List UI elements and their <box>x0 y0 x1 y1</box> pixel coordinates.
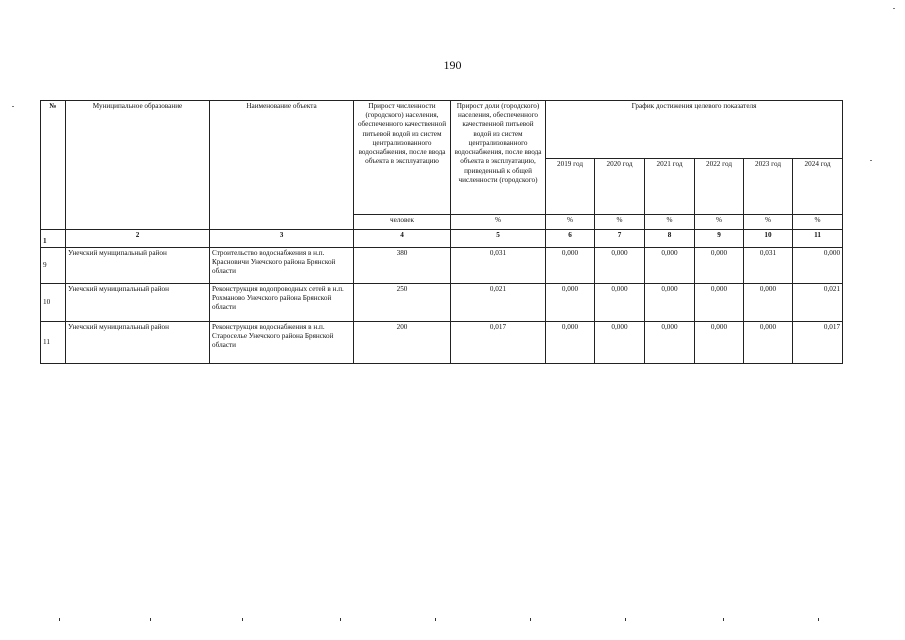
value-2019-cell: 0,000 <box>546 322 595 364</box>
value-2024-cell: 0,017 <box>793 322 843 364</box>
value-2020-cell: 0,000 <box>595 284 645 322</box>
table-row <box>41 322 843 364</box>
value-2022-cell: 0,000 <box>695 322 744 364</box>
people-cell: 380 <box>354 248 451 284</box>
column-numbers-row <box>41 230 843 248</box>
year-2023-header: 2023 год <box>744 159 793 215</box>
scan-mark <box>150 618 151 621</box>
share-cell: 0,021 <box>451 284 546 322</box>
object-cell: Реконструкция водоснабжения в н.п. Староселье Унечского района Брянской области <box>210 322 354 364</box>
column-number: 7 <box>595 230 645 248</box>
people-cell: 200 <box>354 322 451 364</box>
header-row-1 <box>41 101 843 159</box>
value-2023-cell: 0,000 <box>744 284 793 322</box>
column-number: 9 <box>695 230 744 248</box>
year-2020-header: 2020 год <box>595 159 645 215</box>
year-2021-header: 2021 год <box>645 159 695 215</box>
value-2023-cell: 0,031 <box>744 248 793 284</box>
row-number: 11 <box>41 322 66 364</box>
value-2024-cell: 0,000 <box>793 248 843 284</box>
value-2020-cell: 0,000 <box>595 322 645 364</box>
unit-percent: % <box>451 215 546 230</box>
scan-mark <box>625 618 626 621</box>
year-2024-header: 2024 год <box>793 159 843 215</box>
scan-mark <box>818 618 819 621</box>
share-cell: 0,017 <box>451 322 546 364</box>
col-pop-growth-header: Прирост численности (городского) населения, обеспеченного качественной питьевой водой из систем централизованного водоснабжения, после ввода объекта в эксплуатацию <box>354 101 451 215</box>
municipality-cell: Унечский мунщипальный район <box>66 248 210 284</box>
scan-mark <box>435 618 436 621</box>
year-2022-header: 2022 год <box>695 159 744 215</box>
column-number: 1 <box>41 230 66 248</box>
scan-mark <box>723 618 724 621</box>
value-2021-cell: 0,000 <box>645 284 695 322</box>
column-number: 10 <box>744 230 793 248</box>
scan-mark <box>870 160 872 161</box>
target-indicator-table <box>40 100 843 364</box>
unit-percent: % <box>595 215 645 230</box>
column-number: 11 <box>793 230 843 248</box>
year-2019-header: 2019 год <box>546 159 595 215</box>
schedule-header: График достижения целевого показателя <box>546 101 843 159</box>
value-2022-cell: 0,000 <box>695 284 744 322</box>
share-cell: 0,031 <box>451 248 546 284</box>
table-row <box>41 248 843 284</box>
object-cell: Строительство водоснабжения в н.п. Красновичи Унечского района Брянской области <box>210 248 354 284</box>
value-2021-cell: 0,000 <box>645 322 695 364</box>
value-2019-cell: 0,000 <box>546 248 595 284</box>
column-number: 6 <box>546 230 595 248</box>
col-object-header: Наименование объекта <box>210 101 354 230</box>
unit-percent: % <box>793 215 843 230</box>
municipality-cell: Унечский муниципальный район <box>66 284 210 322</box>
value-2019-cell: 0,000 <box>546 284 595 322</box>
scan-mark <box>242 618 243 621</box>
scan-mark <box>340 618 341 621</box>
scan-mark <box>59 618 60 621</box>
row-number: 10 <box>41 284 66 322</box>
value-2021-cell: 0,000 <box>645 248 695 284</box>
municipality-cell: Унечский муниципальный район <box>66 322 210 364</box>
column-number: 2 <box>66 230 210 248</box>
unit-percent: % <box>695 215 744 230</box>
scan-mark <box>530 618 531 621</box>
column-number: 5 <box>451 230 546 248</box>
unit-people: человек <box>354 215 451 230</box>
value-2020-cell: 0,000 <box>595 248 645 284</box>
row-number: 9 <box>41 248 66 284</box>
scan-mark <box>12 106 14 107</box>
value-2023-cell: 0,000 <box>744 322 793 364</box>
unit-percent: % <box>645 215 695 230</box>
page-number: 190 <box>443 58 462 72</box>
col-municipality-header: Муниципальное образование <box>66 101 210 230</box>
unit-percent: % <box>546 215 595 230</box>
col-share-growth-header: Прирост доли (городского) населения, обеспеченного качественной питьевой водой из систем централизованного водоснабжения, после ввода объекта в эксплуатацию, приведенный к общей численности (городского) <box>451 101 546 215</box>
value-2022-cell: 0,000 <box>695 248 744 284</box>
people-cell: 250 <box>354 284 451 322</box>
unit-percent: % <box>744 215 793 230</box>
scan-mark <box>893 8 895 9</box>
column-number: 4 <box>354 230 451 248</box>
col-number-header: № <box>41 101 66 230</box>
column-number: 8 <box>645 230 695 248</box>
value-2024-cell: 0,021 <box>793 284 843 322</box>
object-cell: Реконструкция водопроводных сетей в н.п. Рохманово Унечского района Брянской области <box>210 284 354 322</box>
table-row <box>41 284 843 322</box>
column-number: 3 <box>210 230 354 248</box>
